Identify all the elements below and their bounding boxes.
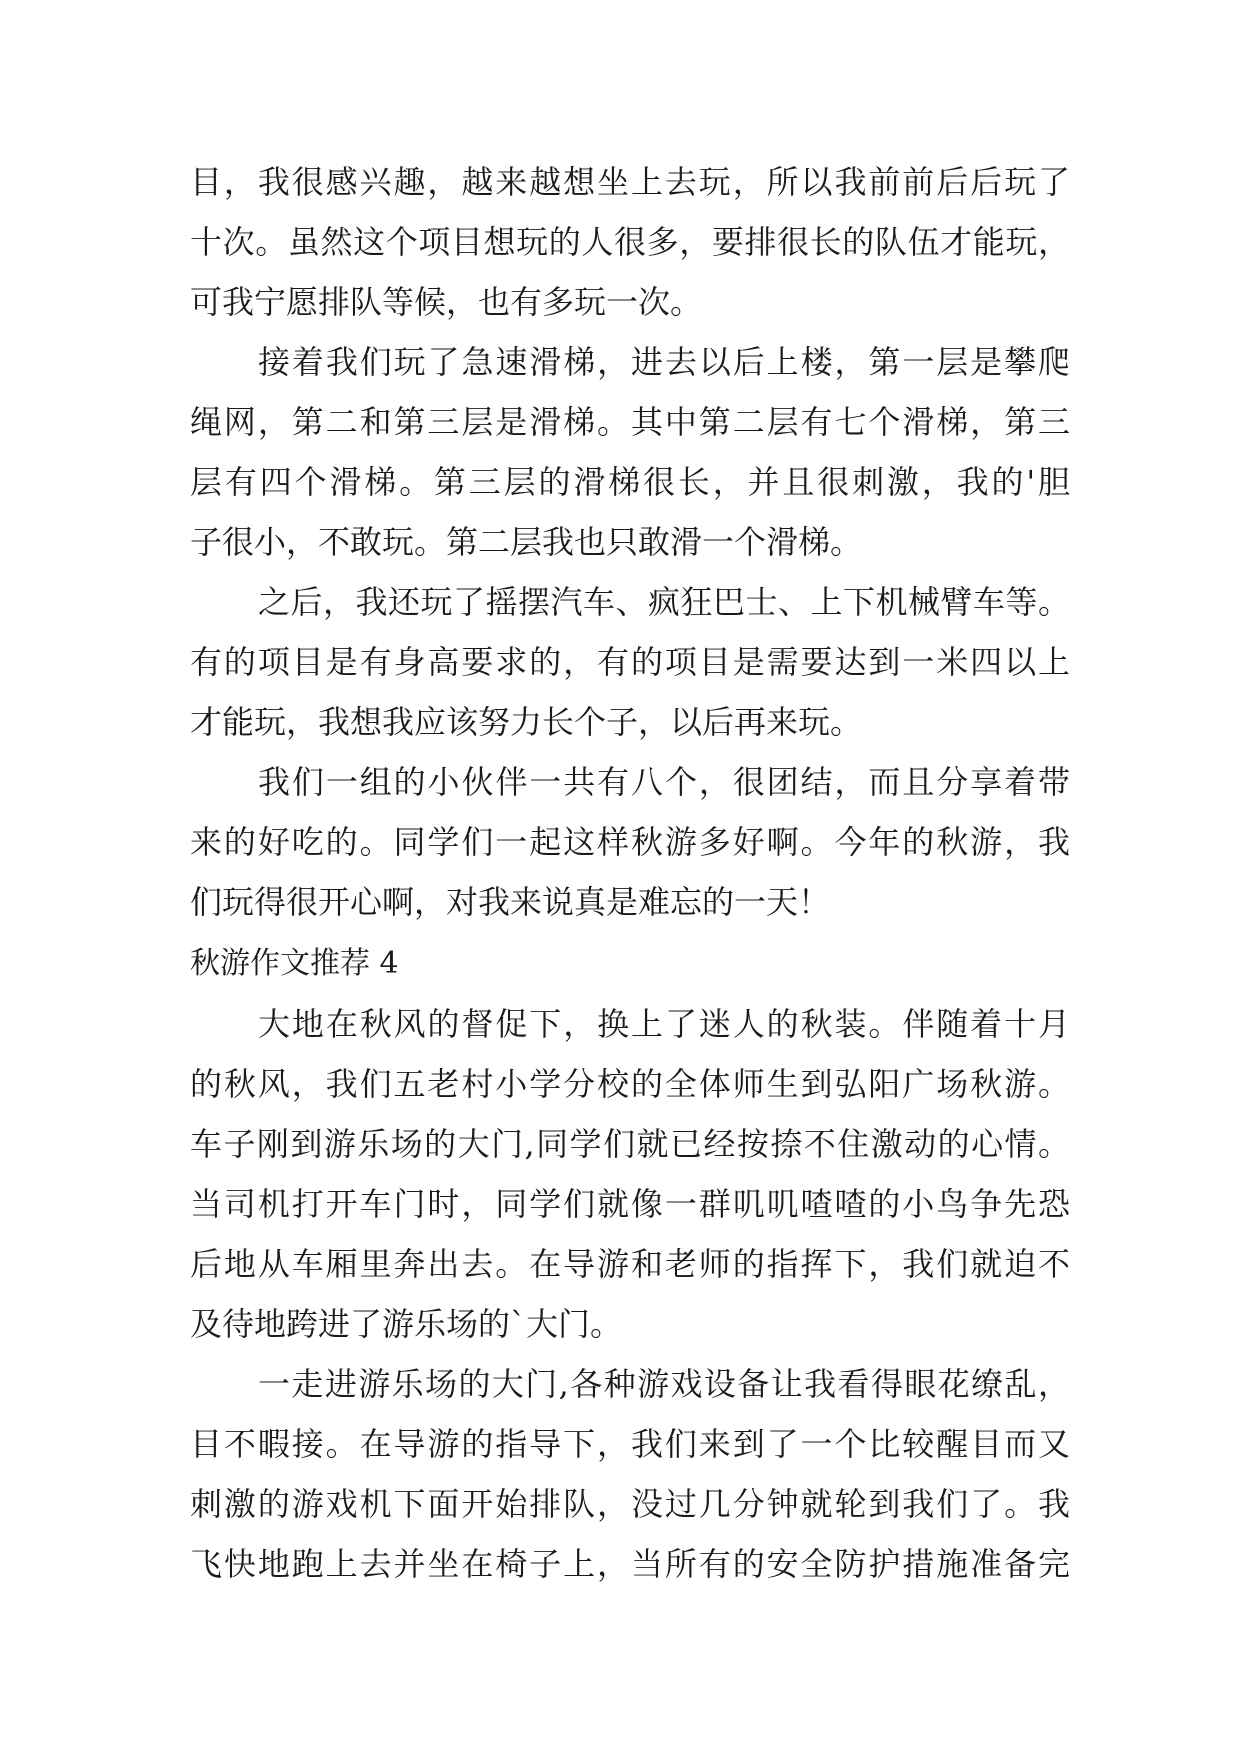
text-line: 目，我很感兴趣，越来越想坐上去玩，所以我前前后后玩了 [190,163,1070,201]
text-line: 我们一组的小伙伴一共有八个，很团结，而且分享着带 [258,763,1070,801]
text-line: 一走进游乐场的大门,各种游戏设备让我看得眼花缭乱， [258,1365,1070,1403]
section-heading: 秋游作文推荐 4 [190,946,399,981]
text-line: 们玩得很开心啊，对我来说真是难忘的一天！ [190,883,831,921]
text-line: 当司机打开车门时，同学们就像一群叽叽喳喳的小鸟争先恐 [190,1185,1070,1223]
text-line: 子很小，不敢玩。第二层我也只敢滑一个滑梯。 [190,523,863,561]
text-line: 大地在秋风的督促下，换上了迷人的秋装。伴随着十月 [258,1005,1070,1043]
text-line: 可我宁愿排队等候，也有多玩一次。 [190,283,703,321]
text-line: 后地从车厢里奔出去。在导游和老师的指挥下，我们就迫不 [190,1245,1070,1283]
document-body [190,152,1070,1594]
text-line: 目不暇接。在导游的指导下，我们来到了一个比较醒目而又 [190,1425,1070,1463]
text-line: 刺激的游戏机下面开始排队，没过几分钟就轮到我们了。我 [190,1485,1070,1523]
text-line: 绳网，第二和第三层是滑梯。其中第二层有七个滑梯，第三 [190,403,1070,441]
text-line: 及待地跨进了游乐场的`大门。 [190,1305,623,1343]
text-line: 接着我们玩了急速滑梯，进去以后上楼，第一层是攀爬 [258,343,1070,381]
text-line: 有的项目是有身高要求的，有的项目是需要达到一米四以上 [190,643,1070,681]
text-line: 来的好吃的。同学们一起这样秋游多好啊。今年的秋游，我 [190,823,1070,861]
text-line: 十次。虽然这个项目想玩的人很多，要排很长的队伍才能玩， [190,223,1070,261]
text-line: 层有四个滑梯。第三层的滑梯很长，并且很刺激，我的'胆 [190,463,1070,501]
text-line: 飞快地跑上去并坐在椅子上，当所有的安全防护措施准备完 [190,1545,1070,1583]
text-line: 车子刚到游乐场的大门,同学们就已经按捺不住激动的心情。 [190,1125,1070,1163]
text-line: 之后，我还玩了摇摆汽车、疯狂巴士、上下机械臂车等。 [258,583,1070,621]
text-line: 的秋风，我们五老村小学分校的全体师生到弘阳广场秋游。 [190,1065,1070,1103]
text-line: 才能玩，我想我应该努力长个子，以后再来玩。 [190,703,863,741]
